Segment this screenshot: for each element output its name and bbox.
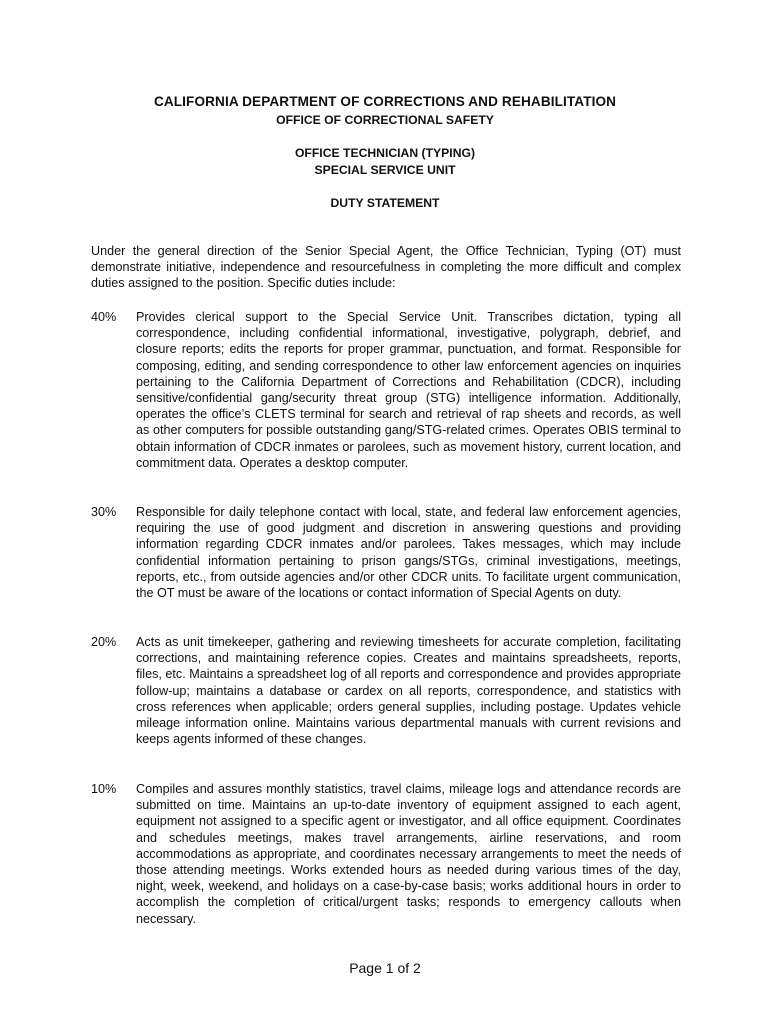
position-title: OFFICE TECHNICIAN (TYPING): [294, 146, 476, 160]
duty-percent: 40%: [91, 310, 117, 324]
duty-item: [91, 781, 681, 927]
duty-text: Acts as unit timekeeper, gathering and reviewing timesheets for accurate completion, facilitating corrections, and maintaining reference copies. Creates and maintains spreadsheets, reports, files, etc. Maintains a spreadsheet log of all reports and correspondence and provides appropriate follow-up; maintains a database or cardex on all reports, correspondence, and statistics with cross references when applicable; orders general supplies, including postage. Updates vehicle mileage information online. Maintains various departmental manuals with current revisions and keeps agents informed of these changes.: [136, 635, 681, 747]
intro-paragraph: Under the general direction of the Senior Special Agent, the Office Technician, Typing (OT) must demonstrate initiative, independence and resourcefulness in completing the more difficult and complex duties assigned to the position. Specific duties include:: [91, 244, 681, 291]
duty-text: Provides clerical support to the Special Service Unit. Transcribes dictation, typing all correspondence, including confidential informational, investigative, polygraph, debrief, and closure reports; edits the reports for proper grammar, punctuation, and format. Responsible for composing, editing, and sending correspondence to other law enforcement agencies on inquiries pertaining to the California Department of Corrections and Rehabilitation (CDCR), including sensitive/confidential gang/security threat group (STG) intelligence information. Additionally, operates the office’s CLETS terminal for search and retrieval of rap sheets and records, as well as other computers for possible outstanding gang/STG-related crimes. Operates OBIS terminal to obtain information of CDCR inmates or parolees, such as movement history, current location, and commitment data. Operates a desktop computer.: [136, 310, 681, 470]
duty-item: [91, 309, 681, 471]
duty-percent: 30%: [91, 505, 117, 519]
page-number: Page 1 of 2: [349, 960, 421, 976]
duty-item: [91, 634, 681, 747]
department-title: CALIFORNIA DEPARTMENT OF CORRECTIONS AND REHABILITATION: [153, 94, 617, 109]
duty-percent: 10%: [91, 782, 117, 796]
unit-title: SPECIAL SERVICE UNIT: [314, 163, 456, 177]
duty-text: Compiles and assures monthly statistics, travel claims, mileage logs and attendance records are submitted on time. Maintains an up-to-date inventory of equipment assigned to each agent, equipment not assigned to a specific agent or investigator, and all office equipment. Coordinates and schedules meetings, makes travel arrangements, airline reservations, and room accommodations as appropriate, and coordinates necessary arrangements to meet the needs of those attending meetings. Works extended hours as needed during various times of the day, night, week, weekend, and holidays on a case-by-case basis; works additional hours in order to accomplish the completion of critical/urgent tasks; responds to emergency callouts when necessary.: [136, 782, 681, 926]
office-subtitle: OFFICE OF CORRECTIONAL SAFETY: [276, 113, 494, 127]
duty-text: Responsible for daily telephone contact with local, state, and federal law enforcement agencies, requiring the use of good judgment and discretion in answering questions and providing information regarding CDCR inmates and/or parolees. Takes messages, which may include confidential information pertaining to prison gangs/STGs, criminal investigations, meetings, reports, etc., from outside agencies and/or other CDCR units. To facilitate urgent communication, the OT must be aware of the locations or contact information of Special Agents on duty.: [136, 505, 681, 601]
duty-item: [91, 504, 681, 601]
document-type-heading: DUTY STATEMENT: [330, 196, 440, 210]
duty-percent: 20%: [91, 635, 117, 649]
